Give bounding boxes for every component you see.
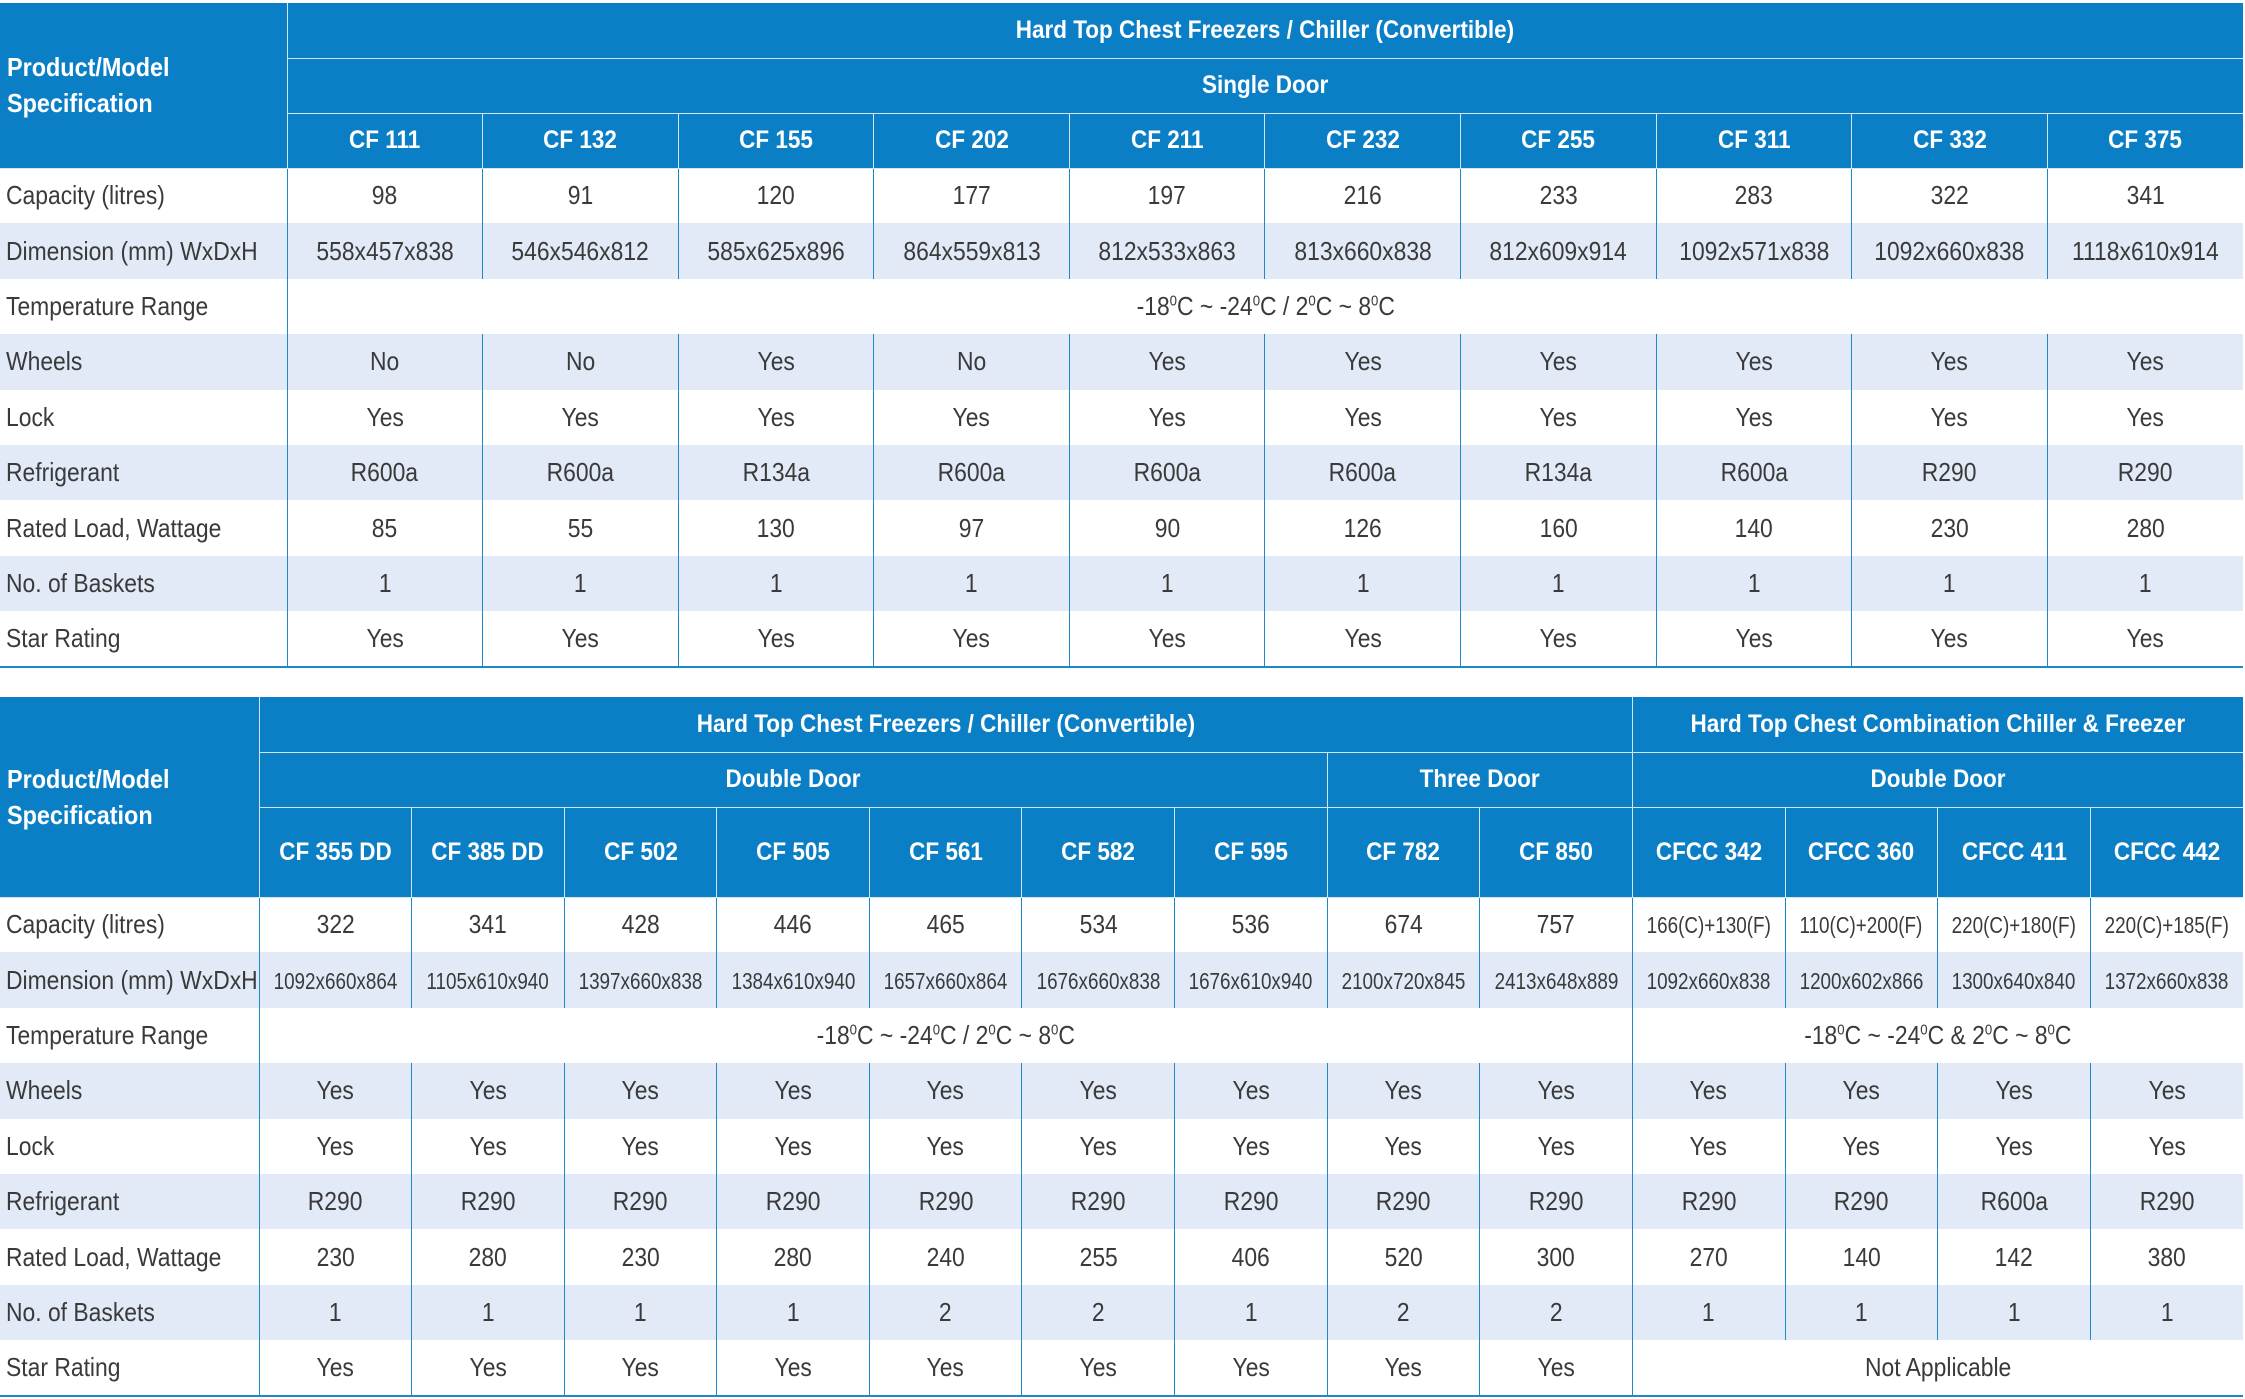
model-header: CF 355 DD xyxy=(259,807,412,897)
model-header: CF 232 xyxy=(1265,113,1461,168)
model-header: CF 155 xyxy=(678,113,874,168)
lock-cell: Yes xyxy=(678,390,874,445)
row-label: Rated Load, Wattage xyxy=(6,512,222,543)
lock-cell: Yes xyxy=(1461,390,1657,445)
lock-cell: Yes xyxy=(1852,390,2048,445)
baskets-cell: 1 xyxy=(1461,556,1657,611)
dimension-cell: 1676x610x940 xyxy=(1175,952,1328,1007)
dimension-cell: 1118x610x914 xyxy=(2047,223,2243,278)
capacity-cell: 110(C)+200(F) xyxy=(1785,897,1938,952)
baskets-cell: 1 xyxy=(1785,1285,1938,1340)
star-cell: Yes xyxy=(874,611,1070,666)
dimension-cell: 546x546x812 xyxy=(483,223,679,278)
baskets-cell: 1 xyxy=(564,1285,717,1340)
capacity-cell: 220(C)+180(F) xyxy=(1938,897,2091,952)
refrigerant-cell: R600a xyxy=(1265,445,1461,500)
star-cell: Yes xyxy=(259,1340,412,1395)
baskets-cell: 1 xyxy=(287,556,483,611)
star-cell: Yes xyxy=(1069,611,1265,666)
refrigerant-cell: R290 xyxy=(1632,1174,1785,1229)
model-header: CF 255 xyxy=(1461,113,1657,168)
refrigerant-cell: R134a xyxy=(1461,445,1657,500)
dimension-cell: 1657x660x864 xyxy=(869,952,1022,1007)
dimension-cell: 812x609x914 xyxy=(1461,223,1657,278)
wheels-cell: Yes xyxy=(1632,1063,1785,1118)
row-label: No. of Baskets xyxy=(0,1285,259,1340)
capacity-cell: 91 xyxy=(483,168,679,223)
refrigerant-cell: R600a xyxy=(874,445,1070,500)
lock-cell: Yes xyxy=(287,390,483,445)
star-cell: Yes xyxy=(1265,611,1461,666)
baskets-cell: 1 xyxy=(1632,1285,1785,1340)
star-rating-not-applicable: Not Applicable xyxy=(1632,1340,2243,1395)
capacity-cell: 166(C)+130(F) xyxy=(1632,897,1785,952)
lock-cell: Yes xyxy=(1327,1119,1480,1174)
baskets-cell: 1 xyxy=(1938,1285,2091,1340)
star-cell: Yes xyxy=(1461,611,1657,666)
wheels-cell: No xyxy=(287,334,483,389)
row-label: Capacity (litres) xyxy=(6,180,165,211)
refrigerant-cell: R290 xyxy=(1852,445,2048,500)
refrigerant-cell: R600a xyxy=(1938,1174,2091,1229)
baskets-cell: 1 xyxy=(483,556,679,611)
capacity-cell: 220(C)+185(F) xyxy=(2090,897,2243,952)
baskets-cell: 1 xyxy=(874,556,1070,611)
wattage-cell: 140 xyxy=(1785,1229,1938,1284)
capacity-cell: 283 xyxy=(1656,168,1852,223)
capacity-cell: 757 xyxy=(1480,897,1633,952)
lock-cell: Yes xyxy=(874,390,1070,445)
row-label: Lock xyxy=(6,1130,55,1161)
header-subgroup-double-door: Double Door xyxy=(259,752,1327,807)
lock-cell: Yes xyxy=(1785,1119,1938,1174)
row-label: Rated Load, Wattage xyxy=(6,1241,222,1272)
refrigerant-cell: R290 xyxy=(2047,445,2243,500)
wattage-cell: 130 xyxy=(678,500,874,555)
model-header: CF 595 xyxy=(1175,807,1328,897)
capacity-cell: 177 xyxy=(874,168,1070,223)
wheels-cell: Yes xyxy=(564,1063,717,1118)
baskets-cell: 1 xyxy=(1069,556,1265,611)
model-header: CF 132 xyxy=(483,113,679,168)
row-label: Temperature Range xyxy=(6,290,209,321)
star-cell: Yes xyxy=(483,611,679,666)
baskets-cell: 1 xyxy=(1175,1285,1328,1340)
model-header: CF 782 xyxy=(1327,807,1480,897)
capacity-cell: 98 xyxy=(287,168,483,223)
dimension-cell: 1092x660x864 xyxy=(259,952,412,1007)
star-cell: Yes xyxy=(2047,611,2243,666)
wattage-cell: 280 xyxy=(2047,500,2243,555)
dimension-cell: 812x533x863 xyxy=(1069,223,1265,278)
row-label: Wheels xyxy=(0,334,287,389)
capacity-cell: 233 xyxy=(1461,168,1657,223)
temperature-range-value-combination: $-18^0C$ ~ $-24^0C$ & $2^0C$ ~ $8^0C$ xyxy=(1632,1008,2243,1063)
wattage-cell: 140 xyxy=(1656,500,1852,555)
row-label: Wheels xyxy=(0,1063,259,1118)
row-label: Temperature Range xyxy=(6,1019,209,1050)
wheels-cell: Yes xyxy=(1785,1063,1938,1118)
lock-cell: Yes xyxy=(869,1119,1022,1174)
refrigerant-cell: R290 xyxy=(564,1174,717,1229)
wattage-cell: 230 xyxy=(564,1229,717,1284)
model-header: CF 375 xyxy=(2047,113,2243,168)
lock-cell: Yes xyxy=(1069,390,1265,445)
wattage-cell: 55 xyxy=(483,500,679,555)
capacity-cell: 534 xyxy=(1022,897,1175,952)
capacity-cell: 197 xyxy=(1069,168,1265,223)
header-subgroup-combo-double-door: Double Door xyxy=(1632,752,2243,807)
lock-cell: Yes xyxy=(1265,390,1461,445)
model-header: CF 111 xyxy=(287,113,483,168)
wheels-cell: Yes xyxy=(412,1063,565,1118)
lock-cell: Yes xyxy=(483,390,679,445)
dimension-cell: 1397x660x838 xyxy=(564,952,717,1007)
star-cell: Yes xyxy=(287,611,483,666)
baskets-cell: 2 xyxy=(1327,1285,1480,1340)
wattage-cell: 126 xyxy=(1265,500,1461,555)
dimension-cell: 585x625x896 xyxy=(678,223,874,278)
capacity-cell: 341 xyxy=(412,897,565,952)
wheels-cell: Yes xyxy=(1022,1063,1175,1118)
lock-cell: Yes xyxy=(1632,1119,1785,1174)
row-label: Refrigerant xyxy=(0,1174,259,1229)
wattage-cell: 300 xyxy=(1480,1229,1633,1284)
header-corner: Product/Model Specification xyxy=(0,3,287,168)
model-header: CF 202 xyxy=(874,113,1070,168)
refrigerant-cell: R290 xyxy=(1480,1174,1633,1229)
row-label: Dimension (mm) WxDxH xyxy=(0,952,259,1007)
wattage-cell: 85 xyxy=(287,500,483,555)
header-group-combination: Hard Top Chest Combination Chiller & Freezer xyxy=(1632,697,2243,752)
lock-cell: Yes xyxy=(1175,1119,1328,1174)
refrigerant-cell: R600a xyxy=(483,445,679,500)
wheels-cell: Yes xyxy=(717,1063,870,1118)
refrigerant-cell: R600a xyxy=(287,445,483,500)
baskets-cell: 2 xyxy=(1480,1285,1633,1340)
dimension-cell: 1676x660x838 xyxy=(1022,952,1175,1007)
refrigerant-cell: R290 xyxy=(1327,1174,1480,1229)
spec-table-multi-door xyxy=(0,697,2243,1397)
star-cell: Yes xyxy=(564,1340,717,1395)
dimension-cell: 1300x640x840 xyxy=(1938,952,2091,1007)
wattage-cell: 520 xyxy=(1327,1229,1480,1284)
capacity-cell: 216 xyxy=(1265,168,1461,223)
refrigerant-cell: R290 xyxy=(259,1174,412,1229)
model-header: CF 311 xyxy=(1656,113,1852,168)
wheels-cell: Yes xyxy=(259,1063,412,1118)
model-header: CF 505 xyxy=(717,807,870,897)
temperature-range-value-convertible: $-18^0C$ ~ $-24^0C / 2^0C$ ~ $8^0C$ xyxy=(259,1008,1632,1063)
row-label: Star Rating xyxy=(0,611,287,666)
wattage-cell: 255 xyxy=(1022,1229,1175,1284)
dimension-cell: 813x660x838 xyxy=(1265,223,1461,278)
wattage-cell: 230 xyxy=(1852,500,2048,555)
capacity-cell: 465 xyxy=(869,897,1022,952)
star-cell: Yes xyxy=(1656,611,1852,666)
dimension-cell: 1092x571x838 xyxy=(1656,223,1852,278)
star-cell: Yes xyxy=(869,1340,1022,1395)
model-header: CF 561 xyxy=(869,807,1022,897)
wattage-cell: 240 xyxy=(869,1229,1022,1284)
row-label: No. of Baskets xyxy=(0,556,287,611)
wheels-cell: Yes xyxy=(1175,1063,1328,1118)
capacity-cell: 322 xyxy=(1852,168,2048,223)
header-subgroup-three-door: Three Door xyxy=(1327,752,1632,807)
refrigerant-cell: R290 xyxy=(1022,1174,1175,1229)
refrigerant-cell: R600a xyxy=(1069,445,1265,500)
wheels-cell: Yes xyxy=(1265,334,1461,389)
lock-cell: Yes xyxy=(259,1119,412,1174)
refrigerant-cell: R290 xyxy=(1175,1174,1328,1229)
wattage-cell: 380 xyxy=(2090,1229,2243,1284)
wattage-cell: 270 xyxy=(1632,1229,1785,1284)
row-label: Star Rating xyxy=(0,1340,259,1395)
baskets-cell: 1 xyxy=(259,1285,412,1340)
model-header: CF 385 DD xyxy=(412,807,565,897)
baskets-cell: 1 xyxy=(717,1285,870,1340)
row-label: Lock xyxy=(6,401,55,432)
dimension-cell: 1092x660x838 xyxy=(1852,223,2048,278)
wheels-cell: Yes xyxy=(1852,334,2048,389)
capacity-cell: 674 xyxy=(1327,897,1480,952)
lock-cell: Yes xyxy=(1938,1119,2091,1174)
star-cell: Yes xyxy=(1327,1340,1480,1395)
header-subgroup: Single Door xyxy=(287,58,2243,113)
refrigerant-cell: R290 xyxy=(2090,1174,2243,1229)
lock-cell: Yes xyxy=(1480,1119,1633,1174)
wattage-cell: 97 xyxy=(874,500,1070,555)
capacity-cell: 428 xyxy=(564,897,717,952)
wattage-cell: 406 xyxy=(1175,1229,1328,1284)
model-header: CFCC 360 xyxy=(1785,807,1938,897)
star-cell: Yes xyxy=(1852,611,2048,666)
model-header: CFCC 342 xyxy=(1632,807,1785,897)
model-header: CF 850 xyxy=(1480,807,1633,897)
dimension-cell: 558x457x838 xyxy=(287,223,483,278)
wheels-cell: Yes xyxy=(1461,334,1657,389)
wheels-cell: Yes xyxy=(678,334,874,389)
baskets-cell: 1 xyxy=(678,556,874,611)
lock-cell: Yes xyxy=(564,1119,717,1174)
dimension-cell: 2413x648x889 xyxy=(1480,952,1633,1007)
star-cell: Yes xyxy=(717,1340,870,1395)
baskets-cell: 1 xyxy=(1852,556,2048,611)
lock-cell: Yes xyxy=(1022,1119,1175,1174)
baskets-cell: 1 xyxy=(1656,556,1852,611)
wheels-cell: Yes xyxy=(1327,1063,1480,1118)
wattage-cell: 160 xyxy=(1461,500,1657,555)
dimension-cell: 864x559x813 xyxy=(874,223,1070,278)
wheels-cell: No xyxy=(483,334,679,389)
star-cell: Yes xyxy=(1022,1340,1175,1395)
capacity-cell: 322 xyxy=(259,897,412,952)
dimension-cell: 2100x720x845 xyxy=(1327,952,1480,1007)
star-cell: Yes xyxy=(1175,1340,1328,1395)
refrigerant-cell: R290 xyxy=(1785,1174,1938,1229)
wheels-cell: Yes xyxy=(1938,1063,2091,1118)
wheels-cell: Yes xyxy=(2090,1063,2243,1118)
wattage-cell: 280 xyxy=(717,1229,870,1284)
lock-cell: Yes xyxy=(412,1119,565,1174)
refrigerant-cell: R290 xyxy=(869,1174,1022,1229)
wheels-cell: Yes xyxy=(1656,334,1852,389)
model-header: CF 502 xyxy=(564,807,717,897)
header-group-convertible: Hard Top Chest Freezers / Chiller (Convertible) xyxy=(259,697,1632,752)
row-label: Dimension (mm) WxDxH xyxy=(0,223,287,278)
lock-cell: Yes xyxy=(2090,1119,2243,1174)
model-header: CFCC 442 xyxy=(2090,807,2243,897)
refrigerant-cell: R134a xyxy=(678,445,874,500)
lock-cell: Yes xyxy=(2047,390,2243,445)
star-cell: Yes xyxy=(1480,1340,1633,1395)
refrigerant-cell: R290 xyxy=(717,1174,870,1229)
capacity-cell: 536 xyxy=(1175,897,1328,952)
baskets-cell: 1 xyxy=(2047,556,2243,611)
wattage-cell: 230 xyxy=(259,1229,412,1284)
model-header: CF 582 xyxy=(1022,807,1175,897)
dimension-cell: 1372x660x838 xyxy=(2090,952,2243,1007)
model-header: CFCC 411 xyxy=(1938,807,2091,897)
dimension-cell: 1384x610x940 xyxy=(717,952,870,1007)
wheels-cell: Yes xyxy=(1480,1063,1633,1118)
temperature-range-value: $-18^0C$ ~ $-24^0C / 2^0C$ ~ $8^0C$ xyxy=(287,279,2243,334)
refrigerant-cell: R290 xyxy=(412,1174,565,1229)
model-header: CF 211 xyxy=(1069,113,1265,168)
baskets-cell: 2 xyxy=(869,1285,1022,1340)
baskets-cell: 1 xyxy=(412,1285,565,1340)
header-group: Hard Top Chest Freezers / Chiller (Convertible) xyxy=(287,3,2243,58)
wattage-cell: 90 xyxy=(1069,500,1265,555)
wheels-cell: No xyxy=(874,334,1070,389)
model-header: CF 332 xyxy=(1852,113,2048,168)
wattage-cell: 142 xyxy=(1938,1229,2091,1284)
dimension-cell: 1105x610x940 xyxy=(412,952,565,1007)
capacity-cell: 446 xyxy=(717,897,870,952)
baskets-cell: 2 xyxy=(1022,1285,1175,1340)
lock-cell: Yes xyxy=(1656,390,1852,445)
wheels-cell: Yes xyxy=(2047,334,2243,389)
capacity-cell: 341 xyxy=(2047,168,2243,223)
wheels-cell: Yes xyxy=(1069,334,1265,389)
refrigerant-cell: R600a xyxy=(1656,445,1852,500)
row-label: Capacity (litres) xyxy=(6,909,165,940)
dimension-cell: 1092x660x838 xyxy=(1632,952,1785,1007)
row-label: Refrigerant xyxy=(0,445,287,500)
dimension-cell: 1200x602x866 xyxy=(1785,952,1938,1007)
baskets-cell: 1 xyxy=(2090,1285,2243,1340)
wattage-cell: 280 xyxy=(412,1229,565,1284)
star-cell: Yes xyxy=(678,611,874,666)
star-cell: Yes xyxy=(412,1340,565,1395)
header-corner: Product/Model Specification xyxy=(0,697,259,897)
spec-table-single-door xyxy=(0,3,2243,668)
lock-cell: Yes xyxy=(717,1119,870,1174)
capacity-cell: 120 xyxy=(678,168,874,223)
baskets-cell: 1 xyxy=(1265,556,1461,611)
wheels-cell: Yes xyxy=(869,1063,1022,1118)
